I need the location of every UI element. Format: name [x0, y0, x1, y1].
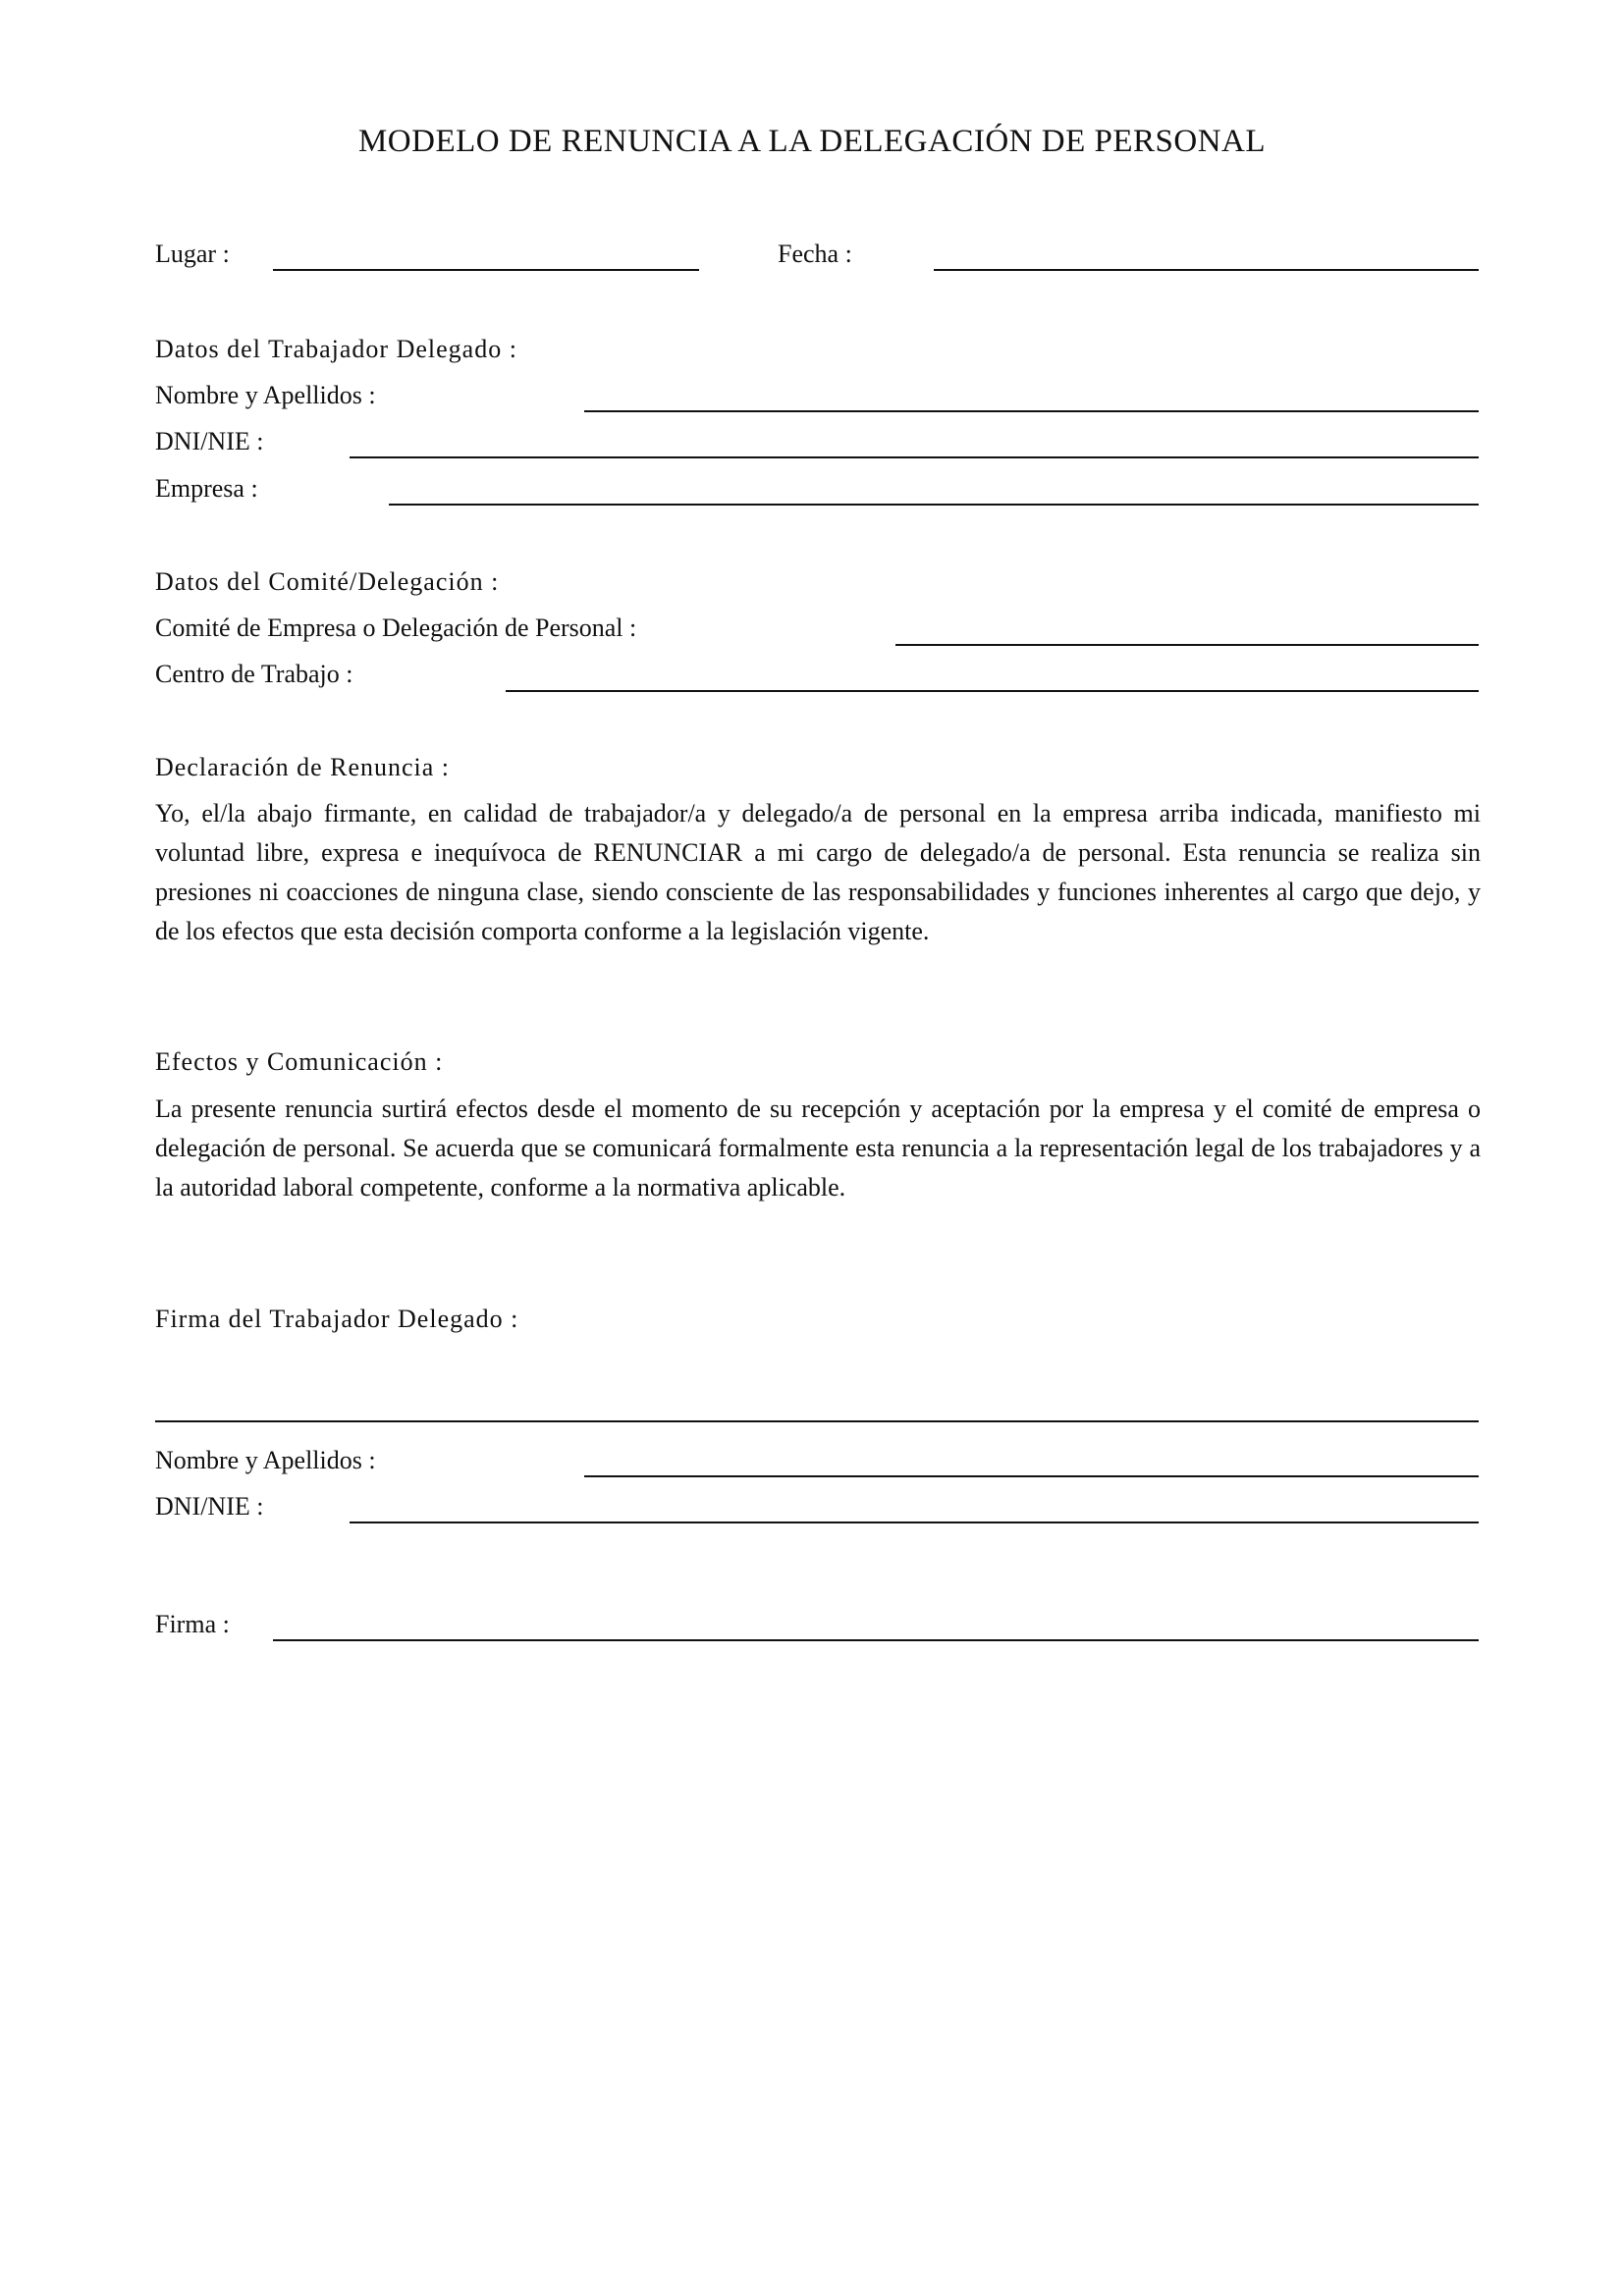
- trabajador-empresa-label: Empresa :: [155, 474, 258, 503]
- trabajador-nombre-label: Nombre y Apellidos :: [155, 381, 376, 409]
- declaracion-heading: Declaración de Renuncia :: [155, 753, 451, 781]
- firma-trabajador-signature-line[interactable]: [155, 1420, 1479, 1422]
- trabajador-nombre-field-line[interactable]: [584, 410, 1479, 412]
- firma-label: Firma :: [155, 1610, 230, 1638]
- firma-field-line[interactable]: [273, 1639, 1479, 1641]
- document-title: MODELO DE RENUNCIA A LA DELEGACIÓN DE PERSONAL: [357, 124, 1267, 159]
- centro-trabajo-label: Centro de Trabajo :: [155, 660, 353, 688]
- comite-heading: Datos del Comité/Delegación :: [155, 567, 500, 596]
- comite-label: Comité de Empresa o Delegación de Personal :: [155, 614, 637, 642]
- efectos-text: La presente renuncia surtirá efectos desde el momento de su recepción y aceptación por la empresa y el comité de empresa o delegación de personal. Se acuerda que se comunicará formalmente esta renuncia a la representación legal de los trabajadores y a la autoridad laboral competente, conforme a la normativa aplicable.: [155, 1095, 1481, 1201]
- firma-dni-label: DNI/NIE :: [155, 1492, 264, 1521]
- efectos-heading: Efectos y Comunicación :: [155, 1047, 444, 1076]
- trabajador-dni-label: DNI/NIE :: [155, 427, 264, 455]
- centro-trabajo-field-line[interactable]: [506, 690, 1479, 692]
- lugar-field-line[interactable]: [273, 269, 699, 271]
- declaracion-text: Yo, el/la abajo firmante, en calidad de trabajador/a y delegado/a de personal en la empresa arriba indicada, manifiesto mi voluntad libre, expresa e inequívoca de RENUNCIAR a mi cargo de delegado/a de personal. Esta renuncia se realiza sin presiones ni coacciones de ninguna clase, siendo consciente de las responsabilidades y funciones inherentes al cargo que dejo, y de los efectos que esta decisión comporta conforme a la legislación vigente.: [155, 799, 1481, 945]
- trabajador-heading: Datos del Trabajador Delegado :: [155, 335, 517, 363]
- firma-trabajador-heading: Firma del Trabajador Delegado :: [155, 1305, 519, 1333]
- fecha-field-line[interactable]: [934, 269, 1479, 271]
- comite-field-line[interactable]: [895, 644, 1479, 646]
- fecha-label: Fecha :: [778, 240, 852, 268]
- trabajador-dni-field-line[interactable]: [350, 456, 1479, 458]
- trabajador-empresa-field-line[interactable]: [389, 504, 1479, 506]
- firma-nombre-field-line[interactable]: [584, 1475, 1479, 1477]
- lugar-label: Lugar :: [155, 240, 230, 268]
- firma-dni-field-line[interactable]: [350, 1522, 1479, 1523]
- firma-nombre-label: Nombre y Apellidos :: [155, 1446, 376, 1474]
